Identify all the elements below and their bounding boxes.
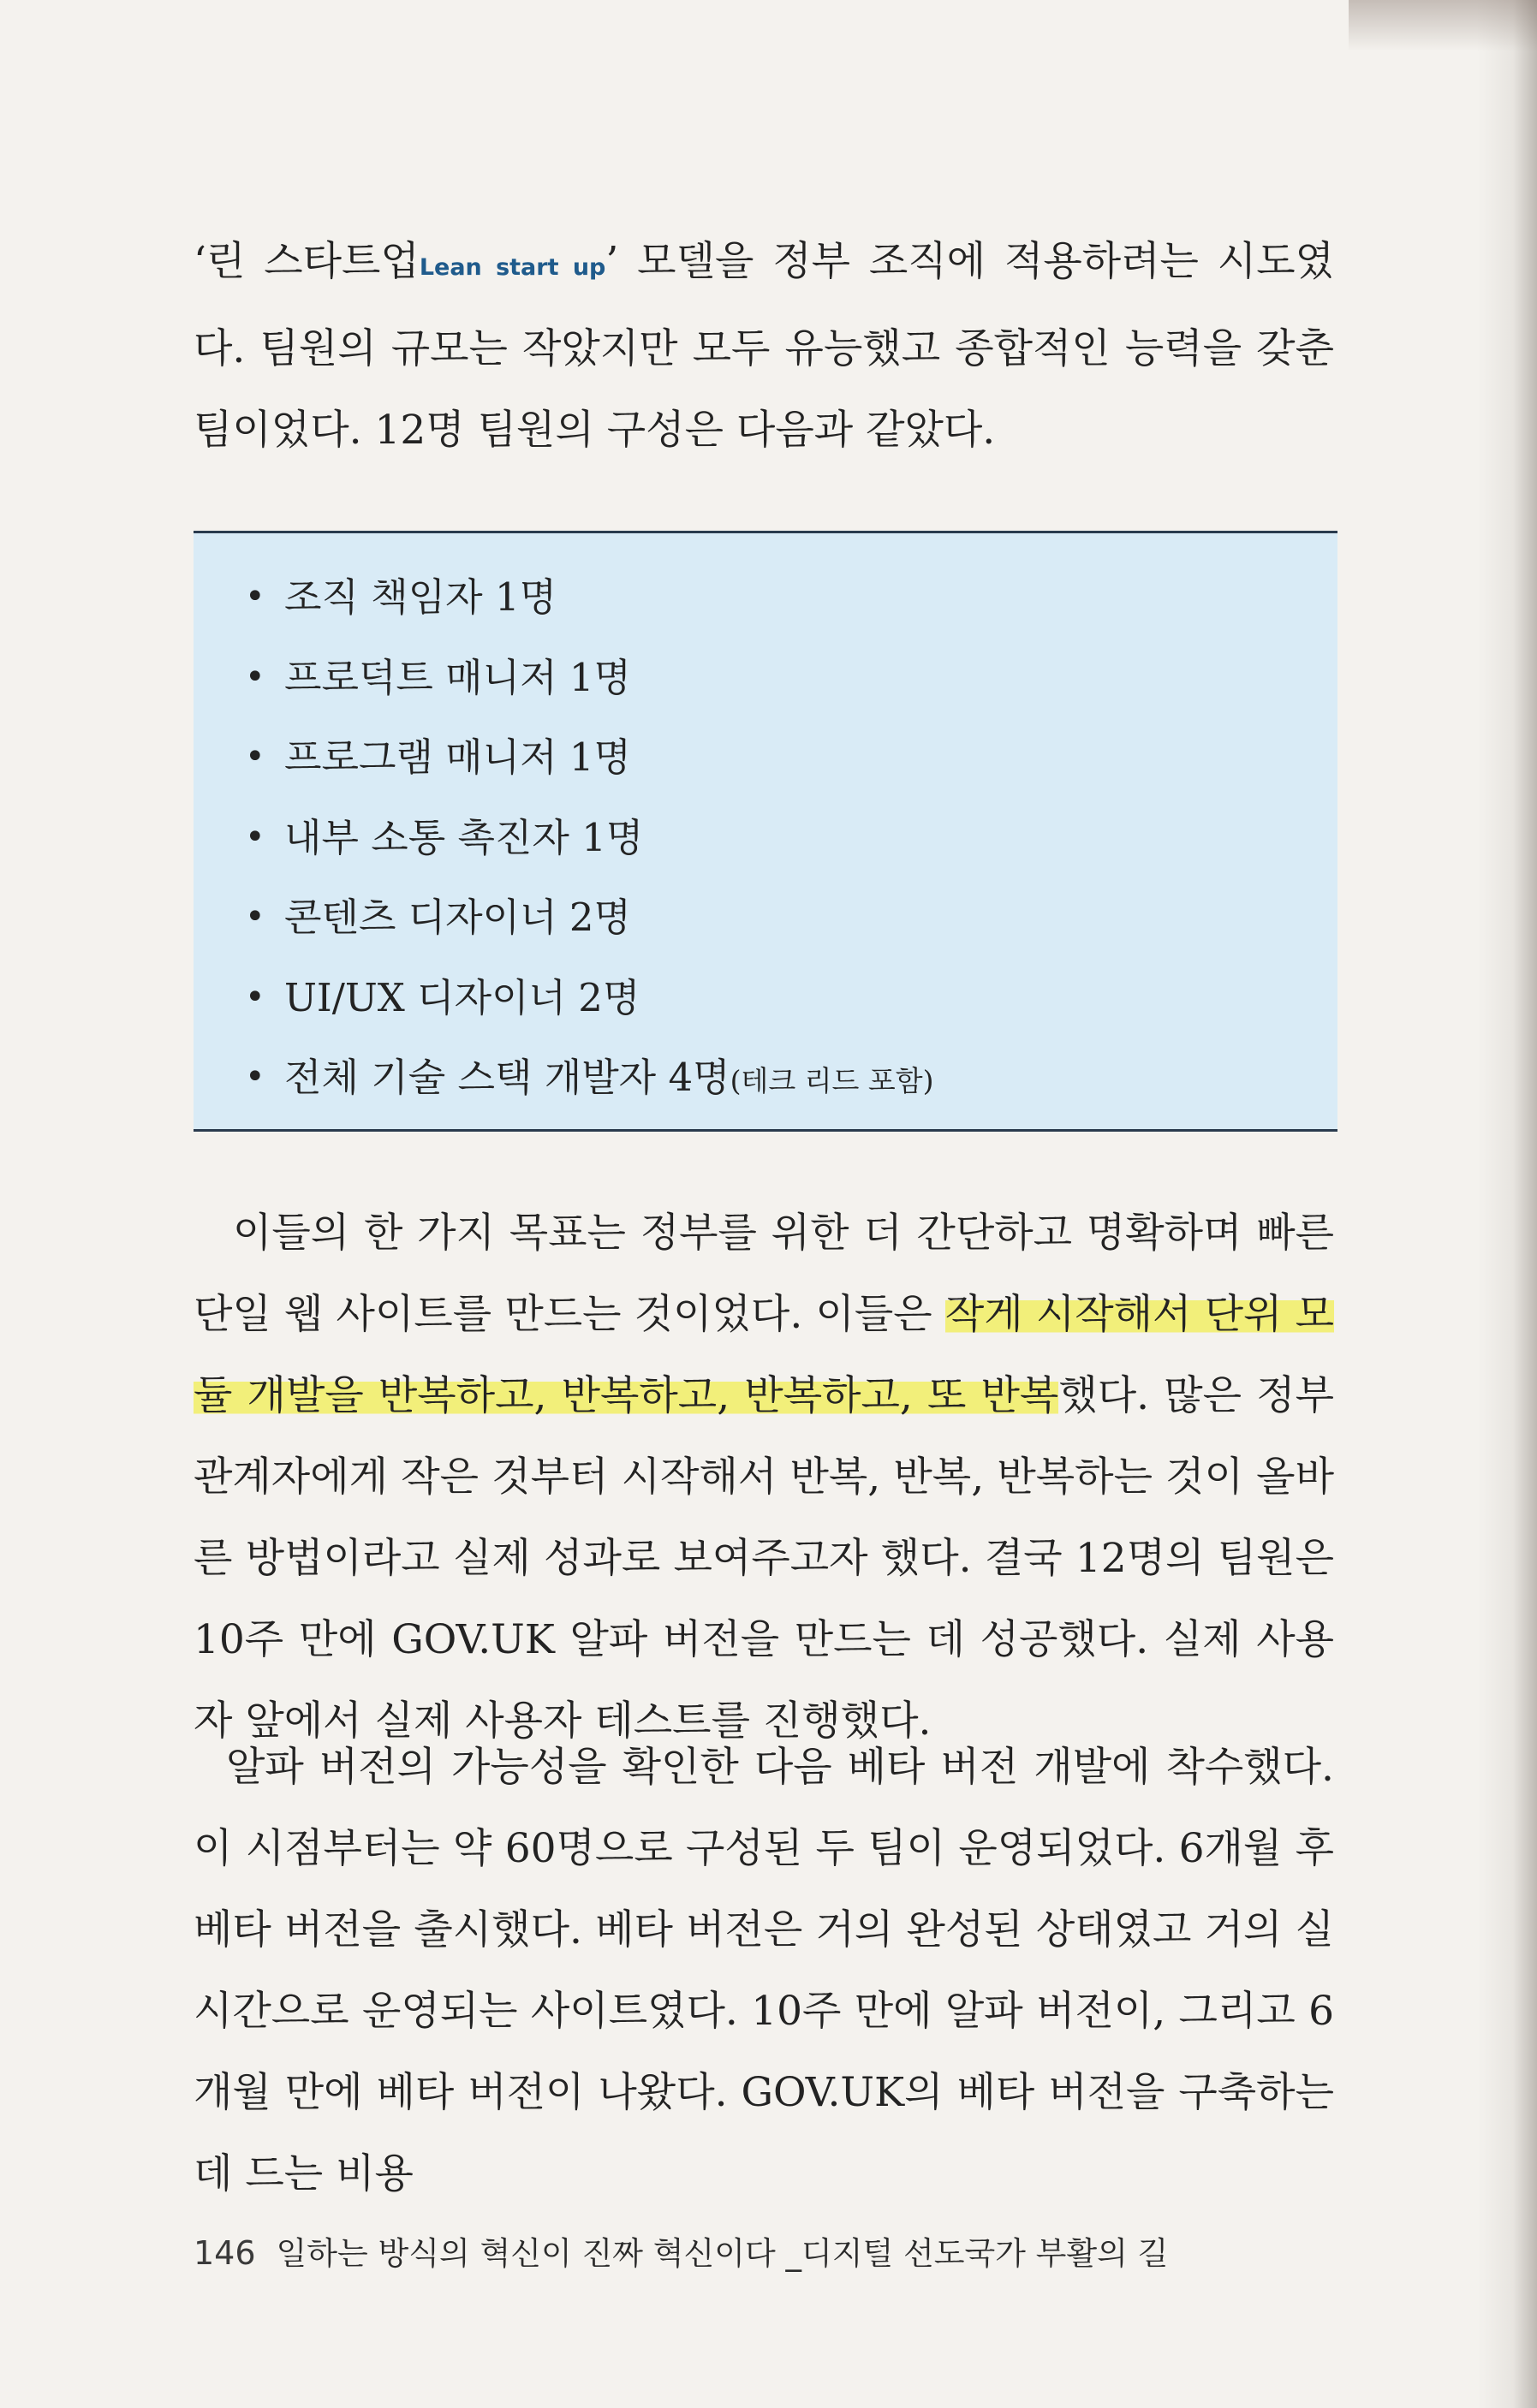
running-title: 일하는 방식의 혁신이 진짜 혁신이다 _디지털 선도국가 부활의 길 xyxy=(276,2235,1169,2272)
body-paragraph-goal xyxy=(194,1192,1334,1762)
list-item: • 콘텐츠 디자이너 2명 xyxy=(245,877,1337,958)
page-number: 146 xyxy=(194,2234,256,2272)
page-edge-shadow xyxy=(1477,0,1537,2408)
page-corner-shadow xyxy=(1349,0,1537,51)
list-item-note: (테크 리드 포함) xyxy=(730,1064,934,1097)
list-item: • 전체 기술 스택 개발자 4명(테크 리드 포함) xyxy=(245,1038,1337,1121)
team-list xyxy=(194,533,1337,1121)
list-item: • 내부 소통 촉진자 1명 xyxy=(245,798,1337,878)
intro-paragraph xyxy=(194,221,1334,471)
english-term: Lean start up xyxy=(419,254,606,281)
paragraph-text: 이들의 한 가지 목표는 정부를 위한 더 간단하고 명확하며 빠른 단일 웹 사이트를 만드는 것이었다. 이들은 xyxy=(194,1210,1334,1338)
list-item: • UI/UX 디자이너 2명 xyxy=(245,958,1337,1038)
list-item: • 조직 책임자 1명 xyxy=(245,557,1337,638)
highlighted-text: 작게 시작해서 단위 모듈 개발을 반복하고, 반복하고, 반복하고, 또 반복 xyxy=(194,1291,1334,1419)
page-footer xyxy=(194,2227,1221,2274)
paragraph-text: 했다. 많은 정부 관계자에게 작은 것부터 시작해서 반복, 반복, 반복하는 것이 올바른 방법이라고 실제 성과로 보여주고자 했다. 결국 12명의 팀원은 10주 만에 GOV.UK 알파 버전을 만드는 데 성공했다. 실제 사용자 앞에서 실제 사용자 테스트를 진행했다. xyxy=(194,1372,1334,1745)
intro-text-end: ’ 모델을 정부 조직에 적용하려는 시도였다. 팀원의 규모는 작았지만 모두 유능했고 종합적인 능력을 갖춘 팀이었다. 12명 팀원의 구성은 다음과 같았다. xyxy=(194,238,1335,454)
body-paragraph-beta: 알파 버전의 가능성을 확인한 다음 베타 버전 개발에 착수했다. 이 시점부터는 약 60명으로 구성된 두 팀이 운영되었다. 6개월 후 베타 버전을 출시했다. 베타 버전은 거의 완성된 상태였고 거의 실시간으로 운영되는 사이트였다. 10주 만에 알파 버전이, 그리고 6개월 만에 베타 버전이 나왔다. GOV.UK의 베타 버전을 구축하는 데 드는 비용 xyxy=(194,1744,1334,2197)
intro-text-start: ‘린 스타트업 xyxy=(194,238,420,285)
list-item: • 프로그램 매니저 1명 xyxy=(245,717,1337,798)
team-composition-box xyxy=(194,531,1337,1132)
list-item: • 프로덕트 매니저 1명 xyxy=(245,638,1337,718)
